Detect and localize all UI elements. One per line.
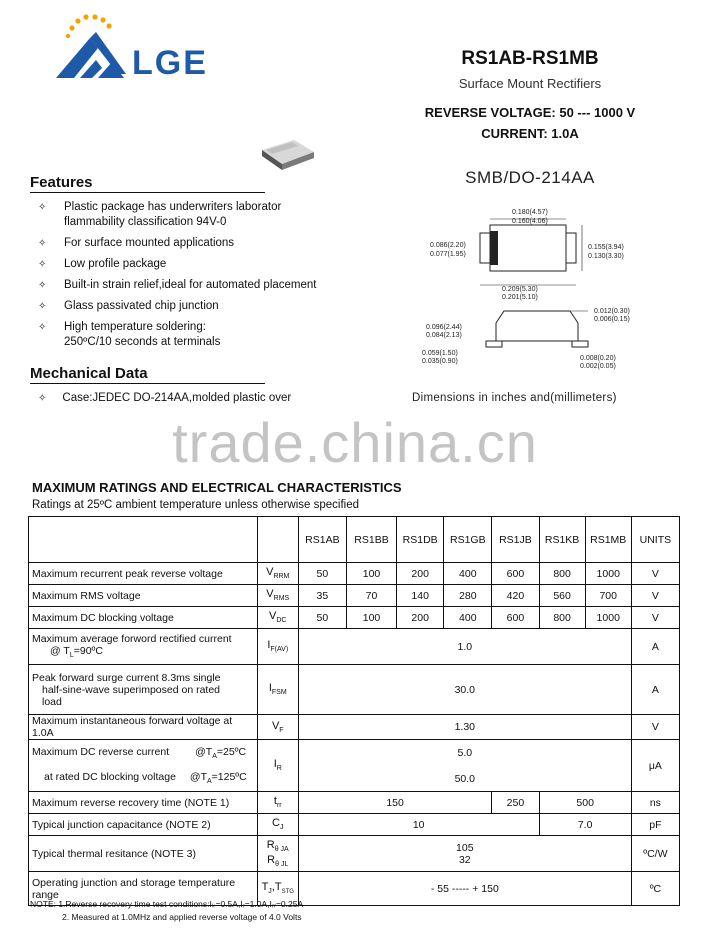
column-header: RS1MB — [585, 517, 631, 563]
column-header: RS1JB — [492, 517, 539, 563]
value-cell: 150 — [298, 792, 492, 814]
dim-right-h-1: 0.155(3.94) — [588, 244, 624, 251]
column-header: RS1KB — [539, 517, 585, 563]
dim-top-width-2: 0.160(4.06) — [512, 218, 548, 225]
value-cell: 280 — [444, 585, 492, 607]
column-header: UNITS — [631, 517, 679, 563]
value-cell: 100 — [346, 607, 396, 629]
symbol: $T_J,T_{STG}$ — [257, 872, 298, 906]
dimension-drawing — [420, 205, 660, 380]
param-label: Peak forward surge current 8.3ms single half-sine-wave superimposed on rated load — [29, 665, 258, 715]
value-cell: 1000 — [585, 607, 631, 629]
value-cell: 800 — [539, 563, 585, 585]
value-cell: 1.30 — [298, 715, 631, 740]
unit-cell: V — [631, 585, 679, 607]
table-row — [29, 665, 680, 715]
symbol: $V_F$ — [257, 715, 298, 740]
value-cell: 50 — [298, 563, 346, 585]
list-item: ✧ High temperature soldering: 250ºC/10 seconds at terminals — [38, 321, 221, 348]
symbol: $V_{DC}$ — [257, 607, 298, 629]
unit-cell: V — [631, 715, 679, 740]
value-cell: 1.0 — [298, 629, 631, 665]
unit-cell: A — [631, 665, 679, 715]
current-rating: CURRENT: 1.0A — [481, 126, 579, 141]
value-cell: 600 — [492, 607, 539, 629]
list-item: ✧ Plastic package has underwriters laborator flammability classification 94V-0 — [38, 201, 282, 228]
dim-tr-2: 0.006(0.15) — [594, 316, 630, 323]
dim-lead-2: 0.035(0.90) — [422, 358, 458, 365]
bullet-icon: ✧ — [38, 202, 47, 213]
dim-left-h-1: 0.086(2.20) — [430, 242, 466, 249]
param-label: Maximum reverse recovery time (NOTE 1) — [29, 792, 258, 814]
bullet-icon: ✧ — [38, 238, 47, 249]
symbol: $R_{\theta JA}$ $R_{\theta JL}$ — [257, 836, 298, 872]
value-cell: 500 — [539, 792, 631, 814]
symbol: $V_{RRM}$ — [257, 563, 298, 585]
unit-cell: μA — [631, 740, 679, 792]
value-cell: 1000 — [585, 563, 631, 585]
param-label: Typical junction capacitance (NOTE 2) — [29, 814, 258, 836]
table-row — [29, 607, 680, 629]
dim-foot-2: 0.002(0.05) — [580, 363, 616, 370]
dim-foot-1: 0.008(0.20) — [580, 355, 616, 362]
dim-side-h-1: 0.096(2.44) — [426, 324, 462, 331]
list-item: ✧ For surface mounted applications — [38, 237, 235, 249]
param-label: Maximum RMS voltage — [29, 585, 258, 607]
list-item: ✧ Low profile package — [38, 258, 167, 270]
bullet-icon: ✧ — [38, 393, 47, 404]
bullet-icon: ✧ — [38, 280, 47, 291]
value-cell: 7.0 — [539, 814, 631, 836]
value-cell: 50 — [298, 607, 346, 629]
mechanical-item: ✧ Case:JEDEC DO-214AA,molded plastic over — [38, 392, 292, 404]
table-row — [29, 585, 680, 607]
param-label: Maximum instantaneous forward voltage at 1.0A — [29, 715, 258, 740]
value-cell: 140 — [397, 585, 444, 607]
features-list — [38, 200, 317, 356]
unit-cell: pF — [631, 814, 679, 836]
dim-lead-1: 0.059(1.50) — [422, 350, 458, 357]
list-item: ✧ Glass passivated chip junction — [38, 300, 219, 312]
param-label: Maximum average forword rectified current @ $T_L=90ºC$ — [29, 629, 258, 665]
symbol: $C_J$ — [257, 814, 298, 836]
param-label: Maximum recurrent peak reverse voltage — [29, 563, 258, 585]
unit-cell: V — [631, 563, 679, 585]
dim-right-h-2: 0.130(3.30) — [588, 253, 624, 260]
dim-left-h-2: 0.077(1.95) — [430, 251, 466, 258]
package-name: SMB/DO-214AA — [465, 168, 595, 187]
column-header: RS1DB — [397, 517, 444, 563]
value-cell: 200 — [397, 607, 444, 629]
symbol: $I_{F(AV)}$ — [257, 629, 298, 665]
value-cell: 100 — [346, 563, 396, 585]
table-header-row — [29, 517, 680, 563]
value-cell: 800 — [539, 607, 585, 629]
dim-side-h-2: 0.084(2.13) — [426, 332, 462, 339]
notes — [30, 898, 303, 924]
symbol: $I_{FSM}$ — [257, 665, 298, 715]
ratings-table — [28, 516, 680, 906]
dim-top-width-1: 0.180(4.57) — [512, 209, 548, 216]
column-header: RS1GB — [444, 517, 492, 563]
param-label: Typical thermal resitance (NOTE 3) — [29, 836, 258, 872]
bullet-icon: ✧ — [38, 301, 47, 312]
value-cell: 420 — [492, 585, 539, 607]
table-row — [29, 814, 680, 836]
symbol: $V_{RMS}$ — [257, 585, 298, 607]
value-cell: 250 — [492, 792, 539, 814]
value-cell: 30.0 — [298, 665, 631, 715]
watermark: trade.china.cn — [172, 411, 538, 474]
value-cell: 600 — [492, 563, 539, 585]
unit-cell: ºC — [631, 872, 679, 906]
table-row — [29, 715, 680, 740]
dimensions-caption: Dimensions in inches and(millimeters) — [412, 392, 617, 404]
param-label: Maximum DC reverse current $@T_A=25ºC$ at rated DC blocking voltage $@T_A=125ºC$ — [29, 740, 258, 792]
note-1: NOTE: 1.Reverse recovery time test conditions:Iₖ=0.5A,Iᵣ=1.0A,Iᵣᵣ=0.25A — [30, 899, 304, 909]
value-cell: - 55 ----- + 150 — [298, 872, 631, 906]
value-cell: 35 — [298, 585, 346, 607]
ratings-condition: Ratings at 25ºC ambient temperature unless otherwise specified — [32, 499, 360, 511]
value-cell: 400 — [444, 607, 492, 629]
unit-cell: ºC/W — [631, 836, 679, 872]
bullet-icon: ✧ — [38, 322, 47, 333]
value-cell: 700 — [585, 585, 631, 607]
logo-mark-icon — [52, 14, 132, 86]
part-number-title: RS1AB-RS1MB — [461, 48, 599, 69]
value-cell: 560 — [539, 585, 585, 607]
table-cell — [29, 517, 258, 563]
column-header: RS1AB — [298, 517, 346, 563]
features-heading: Features — [30, 174, 265, 193]
mechanical-heading: Mechanical Data — [30, 365, 265, 384]
unit-cell: A — [631, 629, 679, 665]
table-row — [29, 629, 680, 665]
table-row — [29, 740, 680, 792]
value-cell: 10 — [298, 814, 539, 836]
dim-tr-1: 0.012(0.30) — [594, 308, 630, 315]
symbol: $I_R$ — [257, 740, 298, 792]
unit-cell: ns — [631, 792, 679, 814]
dim-bottom-w-1: 0.209(5.30) — [502, 286, 538, 293]
list-item: ✧ Built-in strain relief,ideal for automated placement — [38, 279, 317, 291]
symbol: $t_{rr}$ — [257, 792, 298, 814]
value-cell: 5.0 50.0 — [298, 740, 631, 792]
value-cell: 400 — [444, 563, 492, 585]
brand-name: LGE — [132, 44, 208, 82]
column-header: RS1BB — [346, 517, 396, 563]
table-row — [29, 836, 680, 872]
value-cell: 105 32 — [298, 836, 631, 872]
table-row — [29, 563, 680, 585]
unit-cell: V — [631, 607, 679, 629]
reverse-voltage: REVERSE VOLTAGE: 50 --- 1000 V — [424, 105, 636, 120]
company-logo — [52, 14, 242, 86]
table-cell — [257, 517, 298, 563]
param-label: Operating junction and storage temperature range — [29, 872, 258, 906]
ratings-heading: MAXIMUM RATINGS AND ELECTRICAL CHARACTERISTICS — [32, 480, 402, 495]
bullet-icon: ✧ — [38, 259, 47, 270]
value-cell: 70 — [346, 585, 396, 607]
table-row — [29, 792, 680, 814]
param-label: Maximum DC blocking voltage — [29, 607, 258, 629]
value-cell: 200 — [397, 563, 444, 585]
dim-bottom-w-2: 0.201(5.10) — [502, 294, 538, 301]
component-photo — [258, 134, 318, 179]
note-2: 2. Measured at 1.0MHz and applied reverse voltage of 4.0 Volts — [62, 912, 302, 922]
product-subtitle: Surface Mount Rectifiers — [458, 76, 602, 91]
